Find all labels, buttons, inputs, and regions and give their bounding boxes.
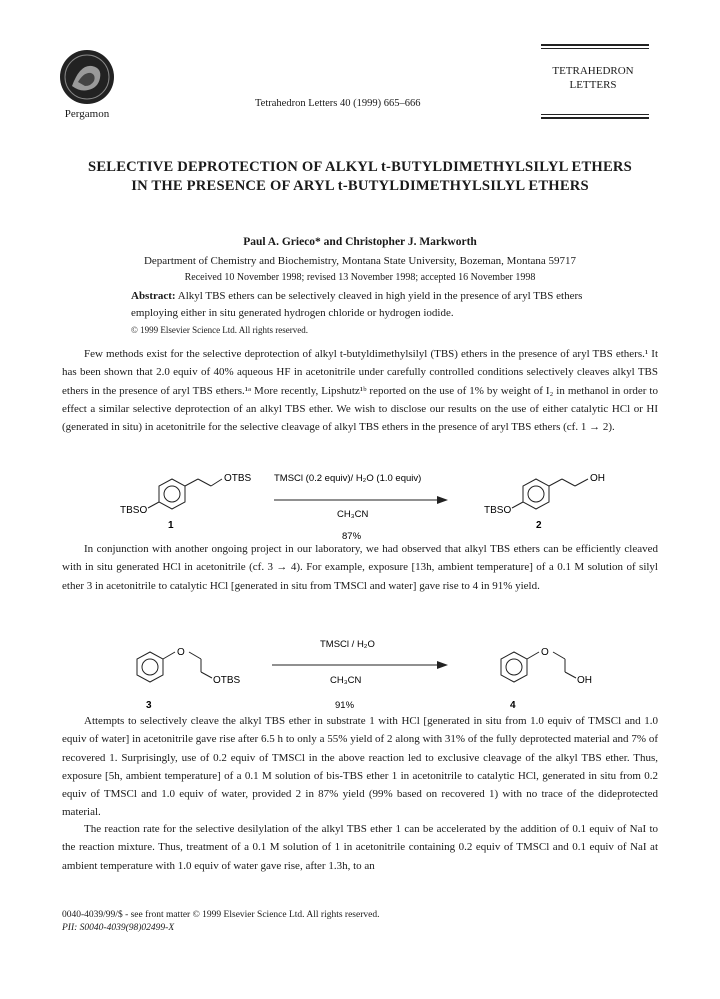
scheme1-reagent-below: CH₃CN bbox=[337, 509, 369, 520]
scheme1-product-group-bottom: TBSO bbox=[484, 505, 512, 516]
journal-name bbox=[538, 64, 648, 92]
reaction-scheme-1 bbox=[62, 462, 658, 540]
paragraph-text: Few methods exist for the selective deprotection of alkyl t-butyldimethylsilyl (TBS) ethers in the presence of aryl TBS ethers.¹ It has been shown that 2.0 equiv of 40% aqueous HF in acetonitrile under carefully controlled conditions selectively cleaves alkyl TBS ethers in the presence of aryl TBS ethers.¹ᵃ More recently, Lipshutz¹ᵇ reported on the use of 1% by weight of I₂ in methanol in order to effect a similar selective deprotection of an alkyl TBS ether. We wish to disclose our results on the use of either catalytic HCl or HI (generated in situ) in acetonitrile for the selective cleavage of alkyl TBS ethers in the presence of aryl TBS ethers (cf. 1 → 2). bbox=[62, 348, 658, 434]
body-paragraph-4 bbox=[62, 820, 658, 875]
journal-name-line2: LETTERS bbox=[569, 79, 617, 91]
affiliation: Department of Chemistry and Biochemistry, Montana State University, Bozeman, Montana 59717 bbox=[143, 255, 577, 267]
scheme1-reagent-above: TMSCl (0.2 equiv)/ H₂O (1.0 equiv) bbox=[274, 473, 422, 484]
reaction-scheme-2 bbox=[62, 628, 658, 710]
scheme1-reactant-number: 1 bbox=[168, 520, 174, 531]
scheme-2-drawing bbox=[62, 628, 658, 710]
benzene-ring-reactant bbox=[159, 479, 185, 509]
scheme1-reactant-group-bottom: TBSO bbox=[120, 505, 148, 516]
authors: Paul A. Grieco* and Christopher J. Markworth bbox=[243, 236, 477, 248]
body-paragraph-2 bbox=[62, 540, 658, 595]
scheme-1-drawing bbox=[62, 462, 658, 540]
abstract-copyright: © 1999 Elsevier Science Ltd. All rights reserved. bbox=[131, 325, 309, 335]
article-title bbox=[40, 158, 680, 196]
publisher-name: Pergamon bbox=[64, 108, 110, 120]
paragraph-text: In conjunction with another ongoing project in our laboratory, we had observed that alkyl TBS ethers can be efficiently cleaved with in situ generated HCl in acetonitrile (cf. 3 → 4). For example, exposure [13h, ambient temperature] of a 0.1 M solution of silyl ether 3 in acetonitrile to catalytic HCl [generated in situ from TMSCl and water] gave rise to 4 in 91% yield. bbox=[62, 543, 658, 592]
scheme1-reactant-group-top: OTBS bbox=[224, 473, 252, 484]
abstract-label: Abstract: bbox=[131, 290, 176, 302]
scheme2-product-number: 4 bbox=[510, 700, 516, 710]
title-line-1: SELECTIVE DEPROTECTION OF ALKYL t-BUTYLDIMETHYLSILYL ETHERS bbox=[88, 159, 632, 175]
journal-name-line1: TETRAHEDRON bbox=[552, 65, 634, 77]
paragraph-text: The reaction rate for the selective desilylation of the alkyl TBS ether 1 can be accelerated by the addition of 0.1 equiv of NaI to the reaction mixture. Thus, treatment of a 0.1 M solution of 1 in acetonitrile containing 0.2 equiv of TMSCl and 0.1 equiv of NaI at ambient temperature with 1.0 equiv of water gave rise, after 1.3h, to an bbox=[62, 823, 658, 872]
footer-pii: PII: S0040-4039(98)02499-X bbox=[62, 923, 175, 933]
footer bbox=[62, 909, 379, 935]
scheme2-product-group: OH bbox=[577, 675, 592, 686]
scheme1-product-number: 2 bbox=[536, 520, 542, 531]
scheme2-product-oxygen: O bbox=[541, 647, 549, 658]
pergamon-logo-icon bbox=[58, 48, 116, 106]
header-rule-bottom bbox=[541, 117, 649, 119]
journal-citation: Tetrahedron Letters 40 (1999) 665–666 bbox=[255, 98, 421, 109]
benzene-ring-product bbox=[501, 652, 527, 682]
received-dates: Received 10 November 1998; revised 13 November 1998; accepted 16 November 1998 bbox=[184, 272, 536, 283]
scheme2-yield: 91% bbox=[335, 700, 355, 710]
paragraph-text: Attempts to selectively cleave the alkyl TBS ether in substrate 1 with HCl [generated in situ from 1.0 equiv of TMSCl and 1.0 equiv of water] in acetonitrile gave rise after 6.5 h to only a 55% yield of 2 along with 31% of the fully deprotected material and 7% of recovered 1. Surprisingly, use of 0.2 equiv of TMSCl in the above reaction led to exclusive cleavage of the alkyl TBS ether. Thus, exposure [5h, ambient temperature] of a 0.1 M solution of bis-TBS ether 1 in acetonitrile to catalytic HCl, generated in situ from 0.2 equiv of TMSCl and 1.0 equiv of water, provided 2 in 87% yield (99% based on recovered 1) with no trace of the dideprotected material. bbox=[62, 715, 658, 819]
header-rule-top-thin bbox=[541, 48, 649, 49]
body-paragraph-3 bbox=[62, 712, 658, 822]
scheme2-reagent-below: CH₃CN bbox=[330, 675, 362, 686]
scheme1-product-group-top: OH bbox=[590, 473, 605, 484]
abstract-text: Alkyl TBS ethers can be selectively cleaved in high yield in the presence of aryl TBS ethers employing either in situ generated hydrogen chloride or hydrogen iodide. bbox=[131, 290, 583, 319]
benzene-ring-reactant bbox=[137, 652, 163, 682]
scheme2-reactant-number: 3 bbox=[146, 700, 152, 710]
title-line-2: IN THE PRESENCE OF ARYL t-BUTYLDIMETHYLSILYL ETHERS bbox=[131, 178, 589, 194]
footer-copyright: 0040-4039/99/$ - see front matter © 1999 Elsevier Science Ltd. All rights reserved. bbox=[62, 910, 380, 920]
benzene-ring-product bbox=[523, 479, 549, 509]
abstract bbox=[131, 288, 601, 339]
scheme2-reagent-above: TMSCl / H₂O bbox=[320, 639, 375, 650]
scheme1-yield: 87% bbox=[342, 531, 362, 540]
scheme2-reactant-oxygen: O bbox=[177, 647, 185, 658]
body-paragraph-1 bbox=[62, 345, 658, 436]
header-rule-bottom-thin bbox=[541, 114, 649, 115]
publisher-logo-block bbox=[52, 48, 122, 120]
header-rule-top bbox=[541, 44, 649, 46]
scheme2-reactant-group: OTBS bbox=[213, 675, 241, 686]
